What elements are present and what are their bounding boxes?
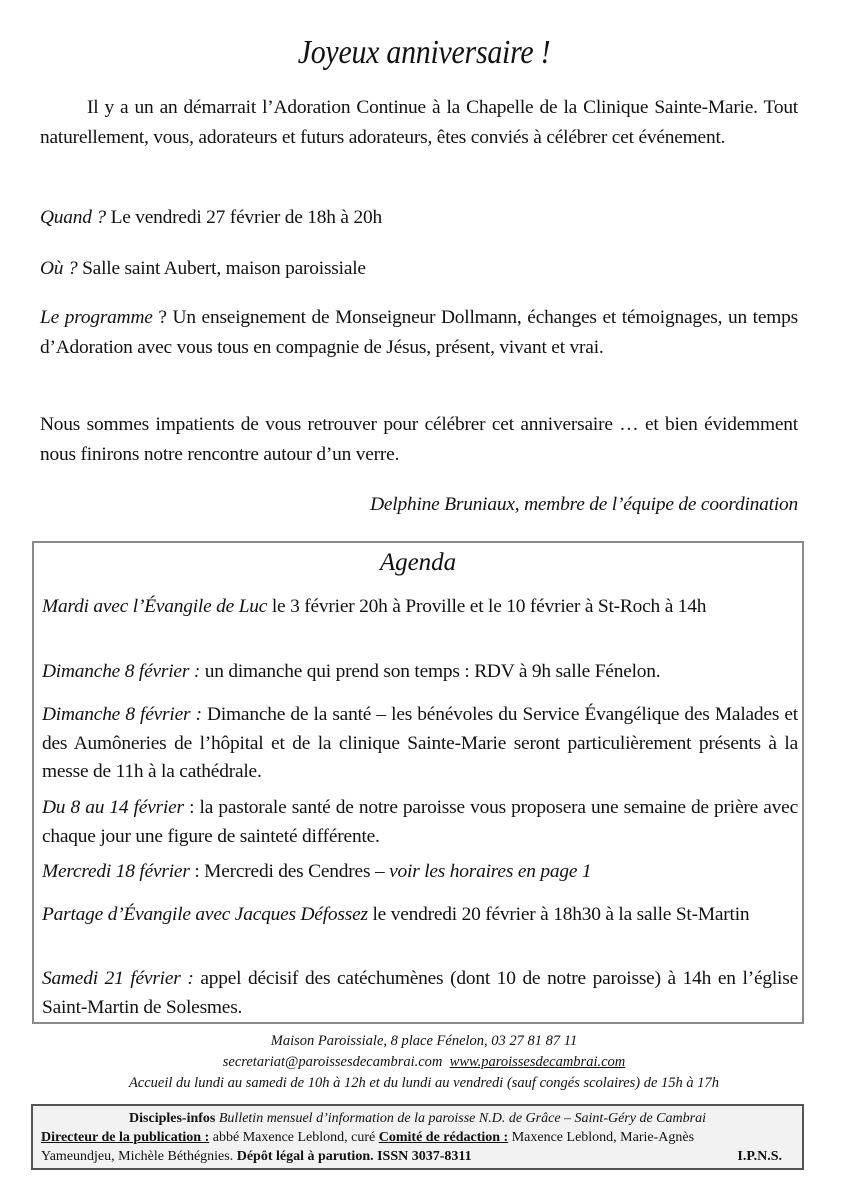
committee-label: Comité de rédaction : [378,1130,509,1145]
program-paragraph [40,303,798,363]
program-text: ? Un enseignement de Monseigneur Dollmann, échanges et témoignages, un temps d’Adoration avec vous tous en compagnie de Jésus, présent, vivant et vrai. [40,307,798,358]
colophon-line-2 [41,1128,794,1147]
agenda-item-note: voir les horaires en page 1 [389,861,592,882]
director-label: Directeur de la publication : [41,1130,210,1145]
agenda-item [42,858,798,887]
intro-text: Il y a un an démarrait l’Adoration Continue à la Chapelle de la Clinique Sainte-Marie. Tout naturellement, vous, adorateurs et futurs adorateurs, êtes conviés à célébrer cet événement. [40,97,798,148]
when-label: Quand ? [40,207,106,228]
agenda-item-text: le 3 février 20h à Proville et le 10 février à St-Roch à 14h [267,596,707,617]
where-line [40,254,798,284]
where-text: Salle saint Aubert, maison paroissiale [77,258,366,279]
where-label: Où ? [40,258,78,279]
legal-deposit: Dépôt légal à parution. ISSN 3037-8311 [236,1149,472,1164]
agenda-box [32,541,804,1024]
agenda-item-label: Dimanche 8 février : [42,704,202,725]
closing-text: Nous sommes impatients de vous retrouver pour célébrer cet anniversaire … et bien évidemment nous finirons notre rencontre autour d’un verre. [40,414,798,465]
bulletin-description: Bulletin mensuel d’information de la paroisse N.D. de Grâce – Saint-Géry de Cambrai [215,1111,706,1126]
agenda-item-text: appel décisif des catéchumènes (dont 10 de notre paroisse) à 14h en l’église Saint-Martin de Solesmes. [42,968,798,1018]
intro-paragraph [40,93,798,153]
agenda-item-label: Samedi 21 février : [42,968,194,989]
agenda-item-text: Dimanche de la santé – les bénévoles du Service Évangélique des Malades et des Aumôneries de l’hôpital et de la clinique Sainte-Marie seront particulièrement présents à la messe de 11h à la cathédrale. [42,704,798,782]
contact-block [0,1031,848,1094]
program-label: Le programme [40,307,153,328]
agenda-item [42,701,798,787]
agenda-item [42,593,798,622]
contact-email[interactable]: secretariat@paroissesdecambrai.com [222,1054,443,1070]
agenda-item-text: un dimanche qui prend son temps : RDV à 9h salle Fénelon. [200,661,661,682]
agenda-item-label: Mercredi 18 février [42,861,190,882]
agenda-item-label: Du 8 au 14 février [42,797,184,818]
bulletin-name: Disciples-infos [129,1111,216,1126]
agenda-title: Agenda [379,549,457,576]
agenda-item-text: : la pastorale santé de notre paroisse vous proposera une semaine de prière avec chaque jour une figure de sainteté différente. [42,797,798,847]
contact-address: Maison Paroissiale, 8 place Fénelon, 03 27 81 87 11 [270,1033,578,1049]
agenda-item-label: Mardi avec l’Évangile de Luc [42,596,268,617]
colophon-box [31,1104,804,1170]
contact-links [0,1052,848,1073]
colophon-line-3 [41,1147,794,1166]
when-line [40,203,798,233]
committee-value: Maxence Leblond, Marie-Agnès [508,1130,695,1145]
colophon-line-1 [41,1109,794,1128]
agenda-item [42,965,798,1022]
website-link[interactable]: www.paroissesdecambrai.com [449,1054,626,1070]
agenda-item [42,794,798,851]
agenda-item-text: : Mercredi des Cendres – [189,861,390,882]
when-text: Le vendredi 27 février de 18h à 20h [105,207,382,228]
agenda-item-text: le vendredi 20 février à 18h30 à la salle St-Martin [367,904,750,925]
contact-hours: Accueil du lundi au samedi de 10h à 12h et du lundi au vendredi (sauf congés scolaires) de 15h à 17h [128,1075,720,1091]
agenda-item [42,901,798,930]
agenda-item-label: Partage d’Évangile avec Jacques Défossez [42,904,368,925]
agenda-item-label: Dimanche 8 février : [42,661,201,682]
agenda-item [42,658,798,687]
committee-value-cont: Yameundjeu, Michèle Béthégnies. [41,1149,237,1164]
director-value: abbé Maxence Leblond, curé [209,1130,379,1145]
page-title: Joyeux anniversaire ! [297,34,551,71]
signature: Delphine Bruniaux, membre de l’équipe de coordination [370,494,798,515]
ipns-label: I.P.N.S. [737,1149,782,1164]
closing-paragraph [40,410,798,470]
